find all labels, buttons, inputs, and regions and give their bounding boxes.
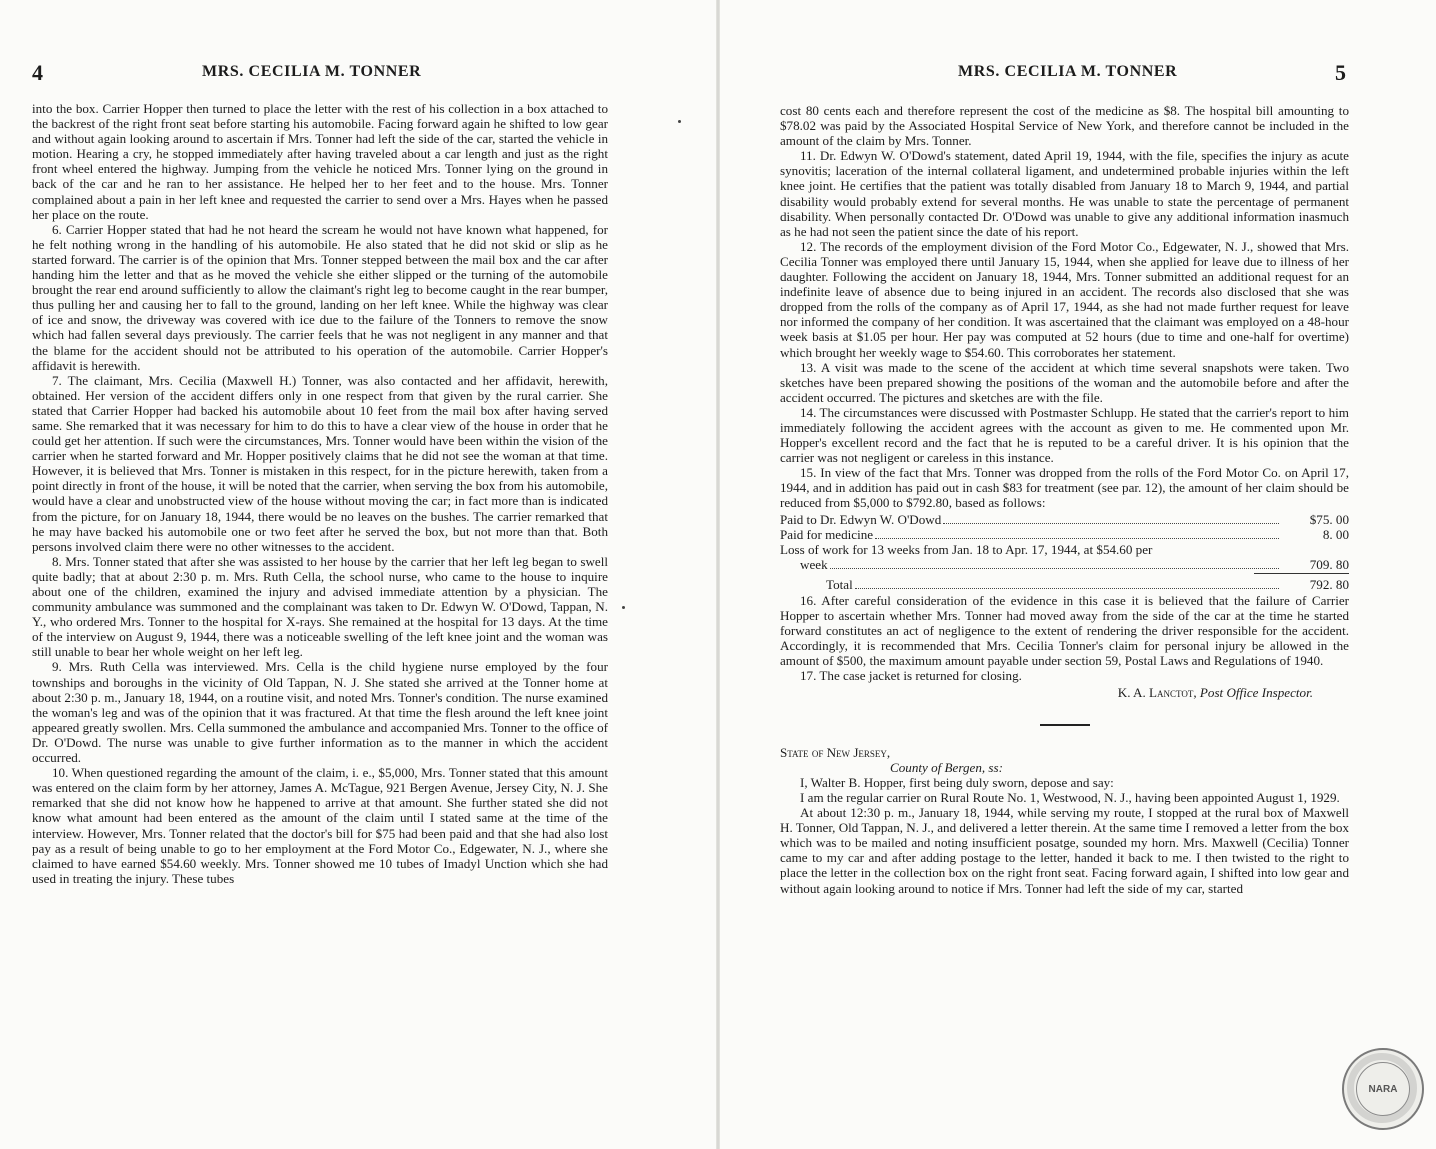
affidavit-venue — [780, 745, 1349, 775]
paragraph: into the box. Carrier Hopper then turned to place the letter with the rest of his collection in a box attached to the backrest of the right front seat before starting his automobile. Facing forward again he shifted to low gear and without again looking around to ascertain if Mrs. Tonner had left the side of the car, started the vehicle in motion. Hearing a cry, he stopped immediately after having traveled about a car length and just as the right front wheel entered the highway. Jumping from the vehicle he noticed Mrs. Tonner lying on the ground in back of the car and he ran to her assistance. He helped her to her feet and to the house. Mrs. Tonner complained about a pain in her left knee and requested the carrier to send over a Mrs. Hayes when he passed her place on the route. — [32, 101, 608, 222]
paragraph: 7. The claimant, Mrs. Cecilia (Maxwell H.) Tonner, was also contacted and her affidavit, herewith, obtained. Her version of the accident differs only in one respect from that given by the rural carrier. She stated that Carrier Hopper had backed his automobile about 10 feet from the mail box after having served same. She remarked that it was necessary for him to do this to have a clear view of the house in order that he could get her attention. If such were the circumstances, Mrs. Tonner would have been within the vision of the carrier when he started forward and Mr. Hopper positively claims that he did not see the woman at that time. However, it is believed that Mrs. Tonner is mistaken in this respect, for in the picture herewith, taken from a point directly in front of the house, it will be noted that the carrier, when serving the box from his automobile, would have a clear and unobstructed view of the house without moving the car; in fact more than is indicated from the picture, for on January 18, 1944, there would be no leaves on the bushes. The carrier remarked that he may have backed his automobile one or two feet after he served the box, but not more than that. Both persons involved claim there were no other witnesses to the accident. — [32, 372, 608, 554]
inspector-signature — [780, 685, 1349, 700]
ledger-label: Loss of work for 13 weeks from Jan. 18 to Apr. 17, 1944, at $54.60 per — [780, 541, 1153, 557]
left-page-number: 4 — [32, 60, 43, 85]
ledger-total-row — [780, 577, 1349, 592]
paragraph: 15. In view of the fact that Mrs. Tonner was dropped from the rolls of the Ford Motor Co. on April 17, 1944, and in addition has paid out in cash $83 for treatment (see par. 12), the amount of her claim should be reduced from $5,000 to $792.80, based as follows: — [780, 465, 1349, 511]
ledger-total-amount: 792. 80 — [1309, 576, 1349, 592]
claim-ledger — [780, 512, 1349, 592]
ledger-row — [780, 527, 1349, 542]
section-divider — [1040, 724, 1090, 726]
paragraph: 16. After careful consideration of the evidence in this case it is believed that the failure of Carrier Hopper to ascertain whether Mrs. Tonner had moved away from the side of the car at the time he started forward constitutes an act of negligence to the extent of rendering the driver responsible for the accident. Accordingly, it is recommended that Mrs. Cecilia Tonner's claim for personal injury be allowed in the amount of $500, the maximum amount payable under section 59, Postal Laws and Regulations of 1940. — [780, 593, 1349, 669]
right-page-header — [958, 60, 1346, 90]
ledger-row — [780, 512, 1349, 527]
signature-title: Post Office Inspector. — [1199, 684, 1313, 700]
ledger-amount: $75. 00 — [1309, 511, 1349, 527]
ledger-amount: 709. 80 — [1309, 556, 1349, 572]
scan-speck — [622, 606, 625, 609]
paragraph: 9. Mrs. Ruth Cella was interviewed. Mrs. Cella is the child hygiene nurse employed by the four townships and boroughs in the vicinity of Old Tappan, N. J. She stated she arrived at the Tonner home at about 2:30 p. m., January 18, 1944, on a routine visit, and noted Mrs. Tonner's condition. The nurse examined the woman's leg and was of the opinion that it was fractured. At that time the flesh around the left knee joint appeared greatly swollen. Mrs. Cella summoned the ambulance and accompanied Mrs. Tonner to the office of Dr. O'Dowd. The nurse was unable to give further information as to the manner in which the accident occurred. — [32, 659, 608, 766]
right-running-head: MRS. CECILIA M. TONNER — [958, 63, 1178, 80]
ledger-row-loss-line-1 — [780, 542, 1349, 557]
paragraph: 6. Carrier Hopper stated that had he not heard the scream he would not have known what happened, for he felt nothing wrong in the handling of his automobile. He also stated that he did not skid or slip as he started forward. The carrier is of the opinion that Mrs. Tonner stepped between the mail box and the car after handing him the letter and that as he moved the vehicle she either slipped or the turning of the automobile brought the rear end around sufficiently to allow the claimant's right leg to become caught in the rear bumper, thus pulling her and causing her to fall to the ground, landing on her left knee. While the highway was clear of ice and snow, the driveway was covered with ice due to the failure of the Tonners to remove the snow which had fallen several days previously. The carrier feels that he was not negligent in any manner and that the blame for the accident should not be attributed to his operation of the automobile. Carrier Hopper's affidavit is herewith. — [32, 221, 608, 373]
stamp-ring — [1347, 1053, 1417, 1123]
left-page-header — [32, 60, 606, 90]
ledger-row-loss-line-2 — [780, 557, 1349, 572]
scan-speck — [678, 120, 681, 123]
paragraph: 8. Mrs. Tonner stated that after she was assisted to her house by the carrier that her left leg began to swell quite badly; that at about 2:30 p. m. Mrs. Ruth Cella, the school nurse, who came to the house to inquire about one of the children, examined the injury and advised immediate attention by a physician. The community ambulance was summoned and the complainant was taken to Dr. Edwyn W. O'Dowd, Tappan, N. Y., who ordered Mrs. Tonner to the hospital for X-rays. She remained at the hospital for 13 days. At the time of the interview on August 9, 1944, there was a noticeable swelling of the left knee joint and the woman was still unable to bear her whole weight on her left leg. — [32, 553, 608, 660]
right-page — [720, 0, 1436, 1149]
paragraph: 14. The circumstances were discussed with Postmaster Schlupp. He stated that the carrier's report to him immediately following the accident agrees with the account as given to me. He commented upon Mr. Hopper's excellent record and the fact that he is reputed to be a careful driver. It is his opinion that the carrier was not negligent or careless in this instance. — [780, 404, 1349, 466]
affidavit-paragraph: I, Walter B. Hopper, first being duly sworn, depose and say: — [800, 774, 1114, 790]
right-page-number: 5 — [1335, 60, 1346, 85]
paragraph: 12. The records of the employment division of the Ford Motor Co., Edgewater, N. J., showed that Mrs. Cecilia Tonner was employed there until January 15, 1944, when she applied for leave due to illness of her daughter. Following the accident on January 18, 1944, Mrs. Tonner submitted an additional request for an indefinite leave of absence due to being injured in an accident. The records also disclosed that she was dropped from the rolls of the company as of April 17, 1944, as she had not made further request for leave nor informed the company of her condition. It was ascertained that the claimant was employed on a 48-hour week basis at $1.05 per hour. Her pay was computed at 52 hours (due to time and one-half for overtime) which brought her weekly wage to $54.60. This corroborates her statement. — [780, 238, 1349, 360]
ledger-label: Paid for medicine — [780, 526, 874, 542]
ledger-amount: 8. 00 — [1322, 526, 1349, 542]
ledger-total-label: Total — [826, 576, 853, 592]
archive-stamp — [1342, 1048, 1424, 1130]
paragraph: 17. The case jacket is returned for closing. — [800, 668, 1022, 684]
ledger-label: week — [800, 556, 828, 572]
ledger-sum-rule — [1254, 573, 1349, 574]
affidavit-paragraph: At about 12:30 p. m., January 18, 1944, while serving my route, I stopped at the rural box of Maxwell H. Tonner, Old Tappan, N. J., and delivered a letter therein. At the same time I removed a letter from the box which was to be mailed and noting insufficient posatge, sounded my horn. Mrs. Maxwell (Cecilia) Tonner came to my car and after adding postage to the letter, handed it back to me. I then twisted to the right to place the letter in the collection box on the right front seat. Facing forward again, I shifted into low gear and without again looking around to notice if Mrs. Tonner had left the side of my car, started — [780, 805, 1349, 896]
left-page — [0, 0, 716, 1149]
venue-state: State of New Jersey, — [780, 744, 891, 760]
paragraph: 11. Dr. Edwyn W. O'Dowd's statement, dated April 19, 1944, with the file, specifies the injury as acute synovitis; laceration of the internal collateral ligament, and undetermined probable injuries within the left knee joint. He certifies that the patient was totally disabled from January 18 to March 9, 1944, and partial disability would probably extend for several months. He was unable to state the percentage of permanent disability. When personally contacted Dr. O'Dowd was unable to give any additional information inasmuch as he had not seen the patient since the date of his report. — [780, 148, 1349, 239]
paragraph: 10. When questioned regarding the amount of the claim, i. e., $5,000, Mrs. Tonner stated that this amount was entered on the claim form by her attorney, James A. McTague, 921 Bergen Avenue, Jersey City, N. J. She remarked that she did not know how he happened to arrive at that amount. She further stated she did not know what amount had been entered as the amount of the claim until I stated same at the time of the interview. However, Mrs. Tonner related that the doctor's bill for $75 had been paid and that she had also lost pay as a result of being unable to go to her employment at the Ford Motor Co., Edgewater, N. J., where she claimed to have earned $54.60 weekly. Mrs. Tonner showed me 10 tubes of Imadyl Unction which she had used in treating the injury. These tubes — [32, 765, 608, 886]
paragraph: 13. A visit was made to the scene of the accident at which time several snapshots were taken. Two sketches have been prepared showing the positions of the woman and the automobile before and after the accident occurred. The pictures and sketches are with the file. — [780, 359, 1349, 405]
ledger-label: Paid to Dr. Edwyn W. O'Dowd — [780, 511, 942, 527]
right-body-text — [780, 103, 1349, 896]
affidavit-paragraph: I am the regular carrier on Rural Route No. 1, Westwood, N. J., having been appointed August 1, 1929. — [800, 789, 1340, 805]
stamp-text: NARA — [1368, 1083, 1398, 1095]
venue-county: County of Bergen, ss: — [890, 759, 1003, 775]
paragraph: cost 80 cents each and therefore represent the cost of the medicine as $8. The hospital bill amounting to $78.02 was paid by the Associated Hospital Service of New York, and therefore cannot be included in the amount of the claim by Mrs. Tonner. — [780, 103, 1349, 149]
signature-name: K. A. Lanctot, — [1117, 684, 1197, 700]
left-body-text — [32, 101, 608, 886]
left-running-head: MRS. CECILIA M. TONNER — [202, 63, 422, 80]
